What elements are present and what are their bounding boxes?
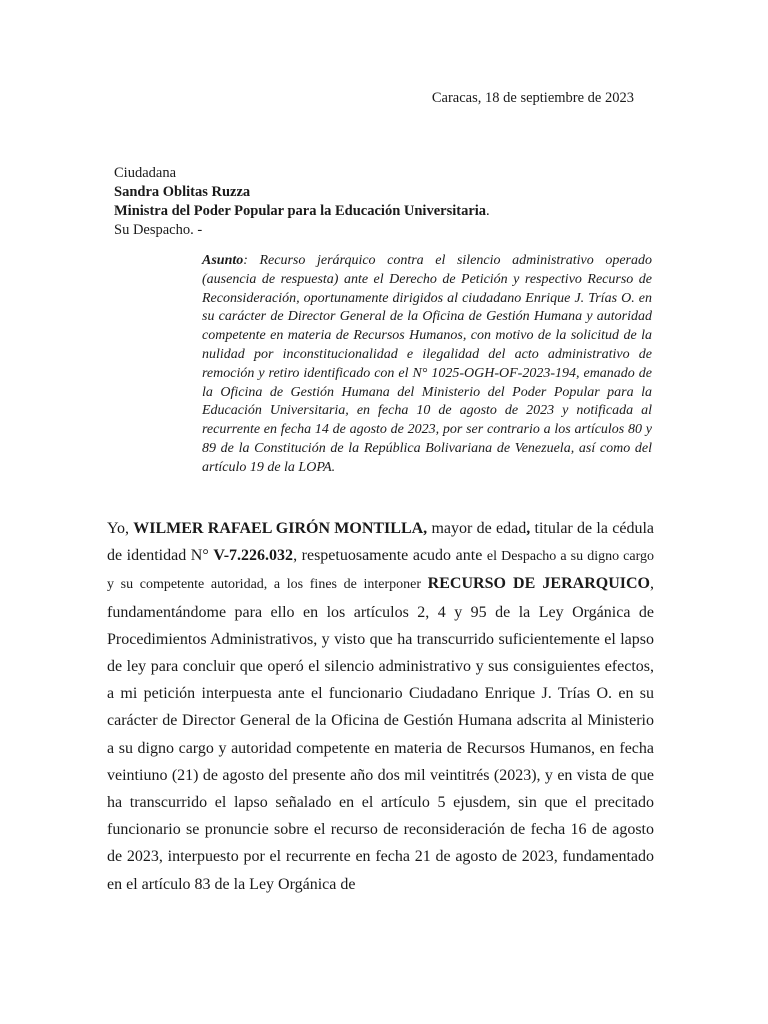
- addressee-title: Ministra del Poder Popular para la Educación Universitaria: [114, 203, 487, 219]
- body-comma: ,: [526, 520, 531, 537]
- subject-label: Asunto: [202, 253, 244, 268]
- body-text-run: mayor de edad: [427, 520, 527, 537]
- addressee-office: Su Despacho. -: [114, 222, 203, 238]
- letter-date: Caracas, 18 de septiembre de 2023: [431, 90, 634, 106]
- addressee-name: Sandra Oblitas Ruzza: [114, 184, 251, 200]
- addressee-title-period: .: [486, 203, 490, 219]
- subject-colon: :: [243, 253, 248, 268]
- body-text-run: , respetuosamente acudo ante: [293, 547, 487, 565]
- petitioner-name: WILMER RAFAEL GIRÓN MONTILLA,: [133, 520, 428, 537]
- subject-block: [202, 252, 652, 478]
- body-text-run: Yo,: [107, 520, 134, 537]
- body-text-run: el Despacho a su digno cargo y su competente autoridad, a los fines de interponer: [107, 549, 655, 593]
- body-paragraph: [107, 515, 654, 898]
- letter-body: [107, 515, 654, 898]
- addressee-title-line: [114, 202, 674, 221]
- addressee-salutation: Ciudadana: [114, 165, 177, 181]
- body-text-run: titular de la cédula de identidad N°: [107, 520, 655, 565]
- subject-text: Recurso jerárquico contra el silencio administrativo operado (ausencia de respuesta) ante el Derecho de Petición y respectivo Recurso de Reconsideración, oportunamente dirigidos al ciudadano Enrique J. Trías O. en su carácter de Director General de la Oficina de Gestión Humana y autoridad competente en materia de Recursos Humanos, con motivo de la solicitud de la nulidad por inconstitucionalidad e ilegalidad del acto administrativo de remoción y retiro identificado con el N° 1025-OGH-OF-2023-194, emanado de la Oficina de Gestión Humana del Ministerio del Poder Popular para la Educación Universitaria, en fecha 10 de agosto de 2023 y notificada al recurrente en fecha 14 de agosto de 2023, por ser contrario a los artículos 80 y 89 de la Constitución de la República Bolivariana de Venezuela, así como del artículo 19 de la LOPA.: [202, 253, 652, 475]
- id-number: V-7.226.032: [213, 547, 294, 565]
- addressee-block: [114, 164, 674, 240]
- body-text-run: , fundamentándome para ello en los artículos 2, 4 y 95 de la Ley Orgánica de Procedimientos Administrativos, y visto que ha transcurrido suficientemente el lapso de ley para concluir que operó el silencio administrativo y sus consiguientes efectos, a mi petición interpuesta ante el funcionario Ciudadano Enrique J. Trías O. en su carácter de Director General de la Oficina de Gestión Humana adscrita al Ministerio a su digno cargo y autoridad competente en materia de Recursos Humanos, en fecha veintiuno (21) de agosto del presente año dos mil veintitrés (2023), y en vista de que ha transcurrido el lapso señalado en el artículo 5 ejusdem, sin que el precitado funcionario se pronuncie sobre el recurso de reconsideración de fecha 16 de agosto de 2023, interpuesto por el recurrente en fecha 21 de agosto de 2023, fundamentado en el artículo 83 de la Ley Orgánica de: [107, 575, 654, 893]
- recurso-title: RECURSO DE JERARQUICO: [427, 575, 650, 593]
